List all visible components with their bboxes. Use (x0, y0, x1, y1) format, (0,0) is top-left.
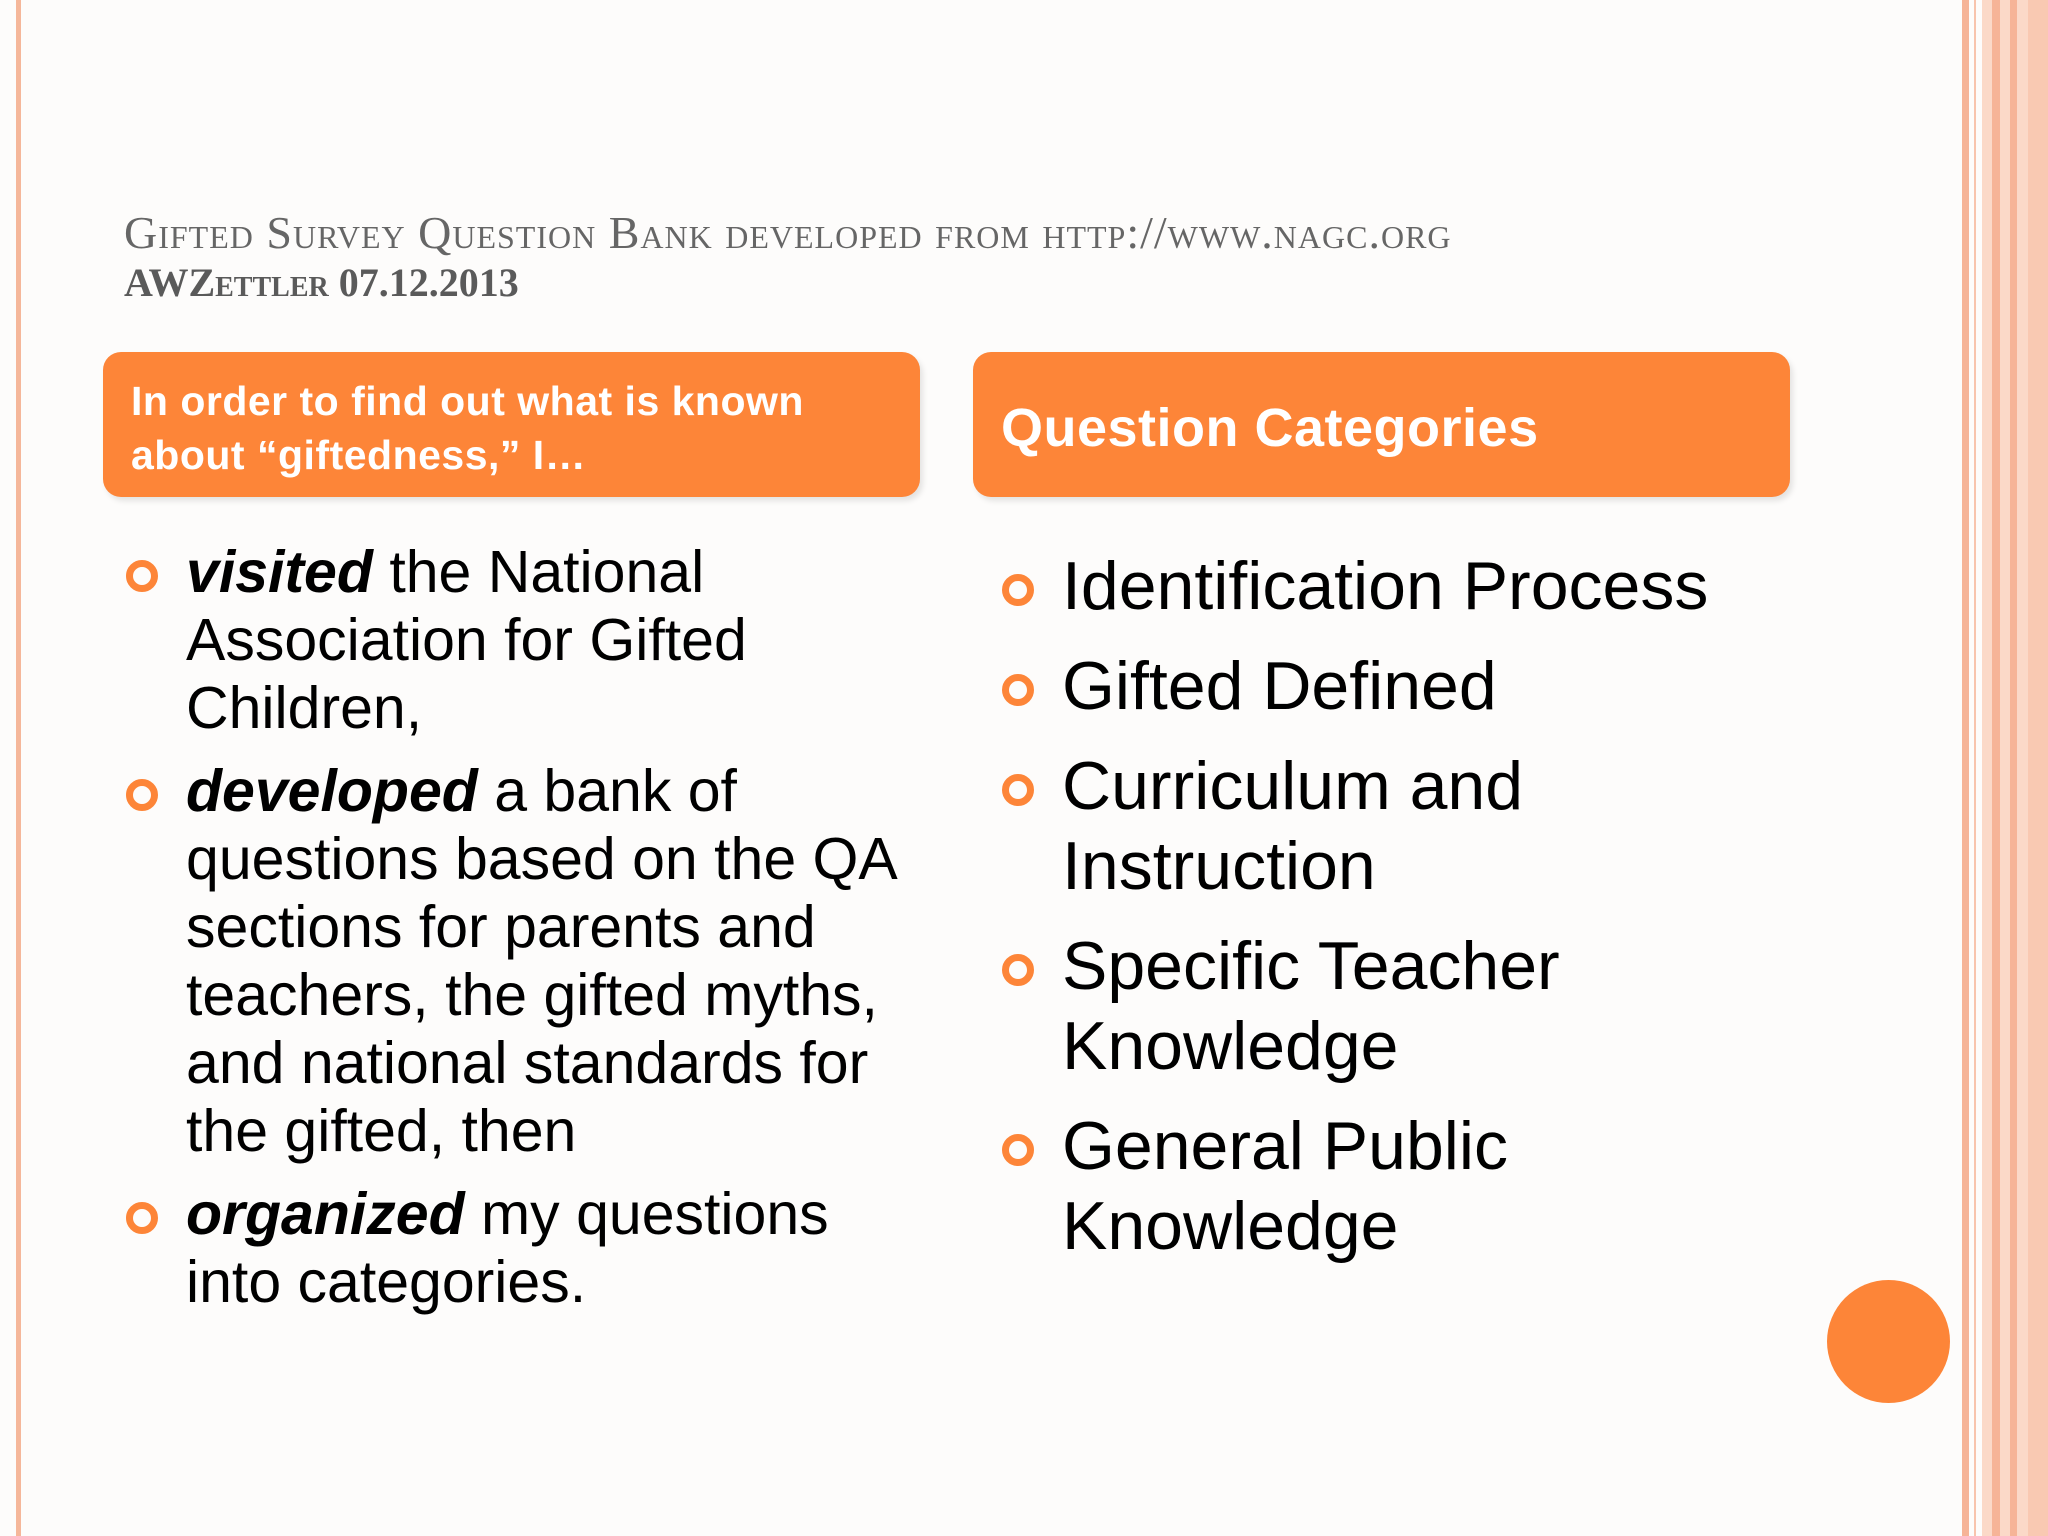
list-item (1062, 926, 1762, 1086)
category-item-text: General Public Knowledge (1062, 1108, 1509, 1264)
hollow-circle-bullet-icon (126, 779, 158, 811)
list-item-verb: developed (186, 758, 478, 824)
category-item-text: Specific Teacher Knowledge (1062, 928, 1560, 1084)
hollow-circle-bullet-icon (126, 1202, 158, 1234)
left-bullet-list (186, 538, 906, 1331)
hollow-circle-bullet-icon (1002, 774, 1034, 806)
category-item-text: Identification Process (1062, 548, 1709, 624)
right-border-stripe (2028, 0, 2048, 1536)
right-panel-header-text: Question Categories (1001, 398, 1539, 458)
list-item-text: a bank of questions based on the QA sections for parents and teachers, the gifted myths, and national standards for the gifted, then (186, 758, 895, 1164)
hollow-circle-bullet-icon (1002, 574, 1034, 606)
list-item-text: my questions into categories. (186, 1181, 829, 1315)
list-item (186, 757, 906, 1165)
slide-title: Gifted Survey Question Bank developed from http://www.nagc.org (124, 207, 1452, 258)
list-item (186, 1180, 906, 1316)
right-panel-header (973, 352, 1790, 497)
right-border-stripe (1974, 0, 1976, 1536)
hollow-circle-bullet-icon (1002, 1134, 1034, 1166)
category-item-text: Curriculum and Instruction (1062, 748, 1524, 904)
slide-subtitle: AWZettler 07.12.2013 (124, 260, 519, 305)
right-border-stripe (1992, 0, 2000, 1536)
hollow-circle-bullet-icon (1002, 954, 1034, 986)
list-item-verb: organized (186, 1181, 465, 1247)
right-border-stripe (1962, 0, 1969, 1536)
left-border-line (16, 0, 21, 1536)
list-item-text: the National Association for Gifted Children, (186, 539, 747, 741)
left-panel-header (103, 352, 920, 497)
category-item-text: Gifted Defined (1062, 648, 1497, 724)
list-item (1062, 1106, 1762, 1266)
list-item (1062, 546, 1762, 626)
right-border-stripe (2010, 0, 2017, 1536)
list-item (1062, 646, 1762, 726)
right-bullet-list (1062, 546, 1762, 1286)
left-panel-header-text: In order to find out what is known about “giftedness,” I… (131, 378, 804, 478)
hollow-circle-bullet-icon (1002, 674, 1034, 706)
list-item (186, 538, 906, 742)
list-item-verb: visited (186, 539, 373, 605)
orange-circle-decoration (1827, 1280, 1950, 1403)
list-item (1062, 746, 1762, 906)
hollow-circle-bullet-icon (126, 560, 158, 592)
